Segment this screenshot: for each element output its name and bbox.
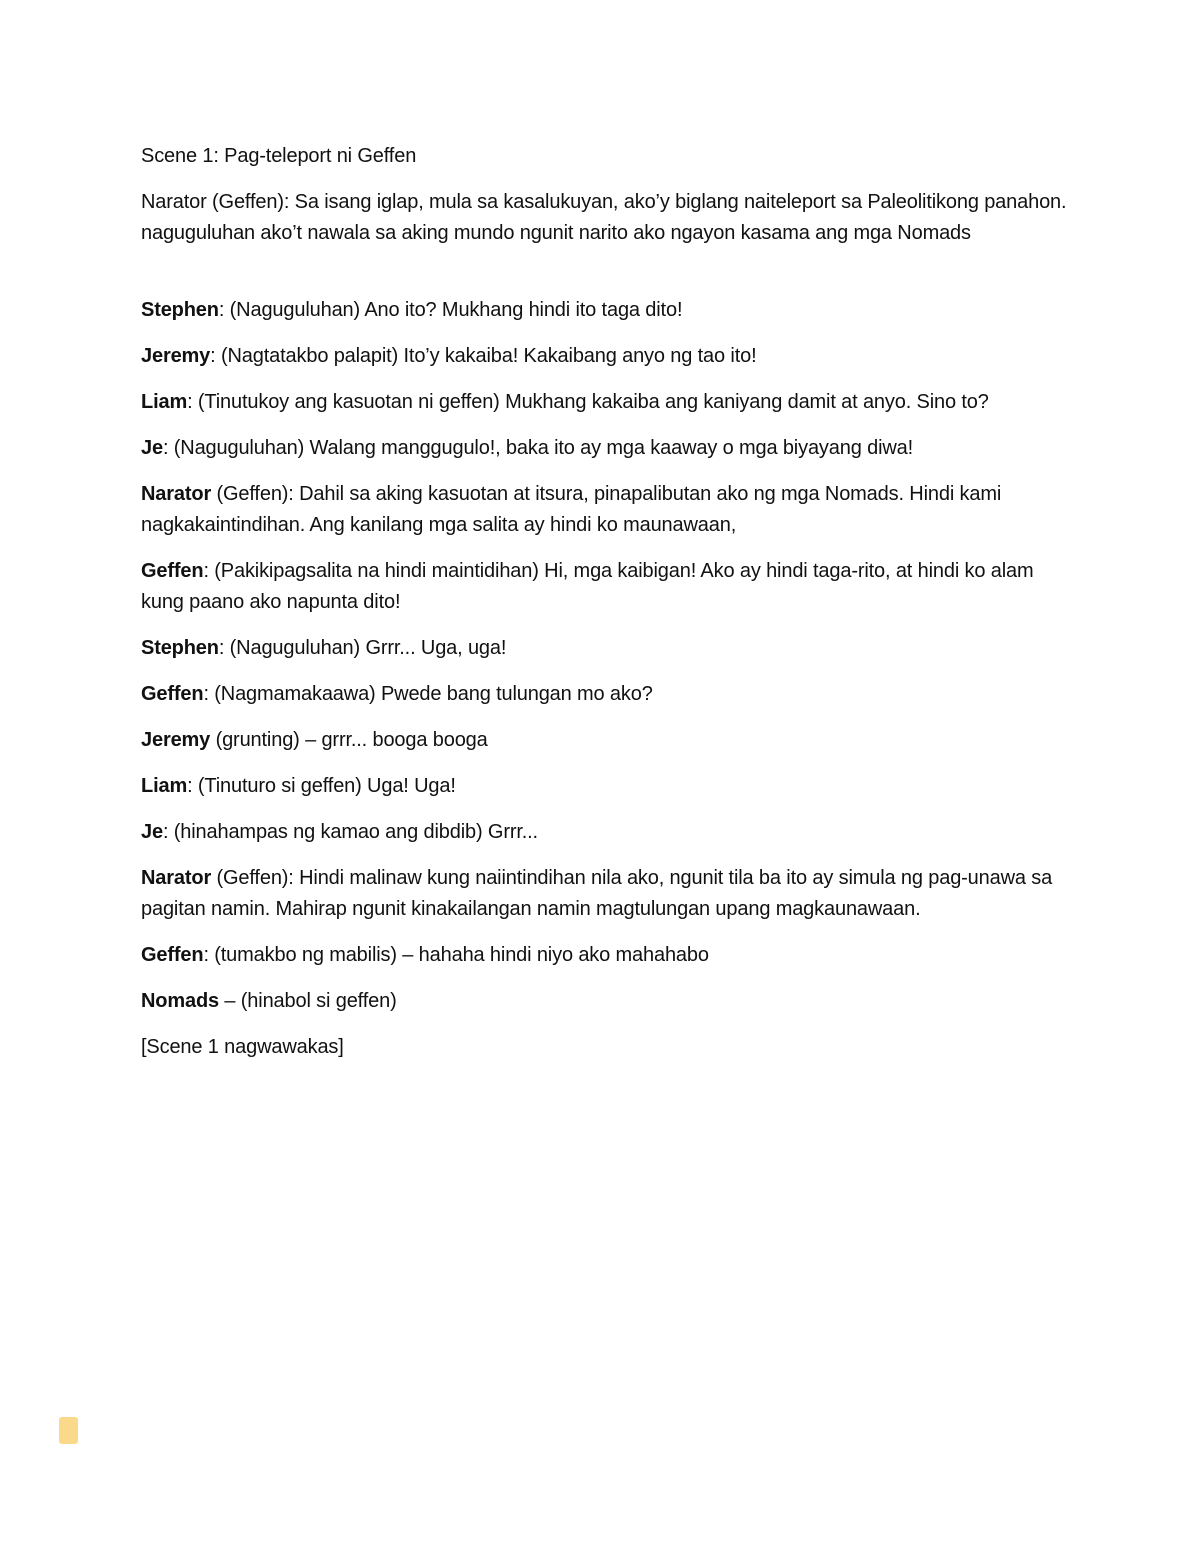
dialogue-line	[141, 295, 1071, 326]
line-text: (grunting) – grrr... booga booga	[210, 729, 488, 751]
line-text: (Geffen): Dahil sa aking kasuotan at itsura, pinapalibutan ako ng mga Nomads. Hindi kami nagkakaintindihan. Ang kanilang mga salita ay hindi ko maunawaan,	[141, 483, 1002, 536]
dialogue-line	[141, 940, 1071, 971]
dialogue-line	[141, 633, 1071, 664]
speaker-name: Jeremy	[141, 729, 211, 751]
line-text: : (Pakikipagsalita na hindi maintidihan) Hi, mga kaibigan! Ako ay hindi taga-rito, at hindi ko alam kung paano ako napunta dito!	[141, 560, 1034, 613]
speaker-name: Liam	[141, 391, 188, 413]
document-body	[141, 141, 1071, 1078]
speaker-name: Stephen	[141, 299, 219, 321]
speaker-name: Jeremy	[141, 345, 211, 367]
line-text: : (Nagtatakbo palapit) Ito’y kakaiba! Kakaibang anyo ng tao ito!	[210, 345, 757, 367]
line-text: : (Tinutukoy ang kasuotan ni geffen) Mukhang kakaiba ang kaniyang damit at anyo. Sino to?	[187, 391, 989, 413]
dialogue-line	[141, 679, 1071, 710]
line-text: : (Naguguluhan) Grrr... Uga, uga!	[218, 637, 507, 659]
speaker-name: Stephen	[141, 637, 219, 659]
line-text: Narator (Geffen): Sa isang iglap, mula sa kasalukuyan, ako’y biglang naiteleport sa Paleolitikong panahon. naguguluhan ako’t nawala sa aking mundo ngunit narito ako ngayon kasama ang mga Nomads	[141, 191, 1067, 244]
dialogue-line	[141, 479, 1071, 541]
dialogue-line	[141, 187, 1071, 249]
dialogue-line	[141, 863, 1071, 925]
scene-title: Scene 1: Pag-teleport ni Geffen	[141, 145, 417, 167]
line-text: : (Naguguluhan) Walang manggugulo!, baka ito ay mga kaaway o mga biyayang diwa!	[162, 437, 914, 459]
speaker-name: Geffen	[141, 560, 204, 582]
dialogue-line	[141, 341, 1071, 372]
speaker-name: Narator	[141, 483, 212, 505]
line-text: : (tumakbo ng mabilis) – hahaha hindi niyo ako mahahabo	[203, 944, 709, 966]
dialogue-line	[141, 387, 1071, 418]
speaker-name: Narator	[141, 867, 212, 889]
line-text: – (hinabol si geffen)	[219, 990, 397, 1012]
dialogue-line	[141, 771, 1071, 802]
line-text: : (Tinuturo si geffen) Uga! Uga!	[187, 775, 456, 797]
line-text: (Geffen): Hindi malinaw kung naiintindihan nila ako, ngunit tila ba ito ay simula ng pag-unawa sa pagitan namin. Mahirap ngunit kinakailangan namin magtulungan upang magkaunawaan.	[141, 867, 1053, 920]
speaker-name: Geffen	[141, 944, 204, 966]
dialogue-line	[141, 817, 1071, 848]
dialogue-line	[141, 986, 1071, 1017]
line-text: [Scene 1 nagwawakas]	[141, 1036, 344, 1058]
speaker-name: Geffen	[141, 683, 204, 705]
line-text: : (Nagmamakaawa) Pwede bang tulungan mo ako?	[203, 683, 653, 705]
speaker-name: Je	[141, 821, 163, 843]
speaker-name: Nomads	[141, 990, 220, 1012]
scene-end-note	[141, 1032, 1071, 1063]
dialogue-line	[141, 725, 1071, 756]
line-text: : (hinahampas ng kamao ang dibdib) Grrr...	[162, 821, 538, 843]
speaker-name: Liam	[141, 775, 188, 797]
corner-tab-marker	[59, 1417, 78, 1444]
speaker-name: Je	[141, 437, 163, 459]
line-text: : (Naguguluhan) Ano ito? Mukhang hindi ito taga dito!	[218, 299, 683, 321]
dialogue-line	[141, 556, 1071, 618]
dialogue-line	[141, 433, 1071, 464]
